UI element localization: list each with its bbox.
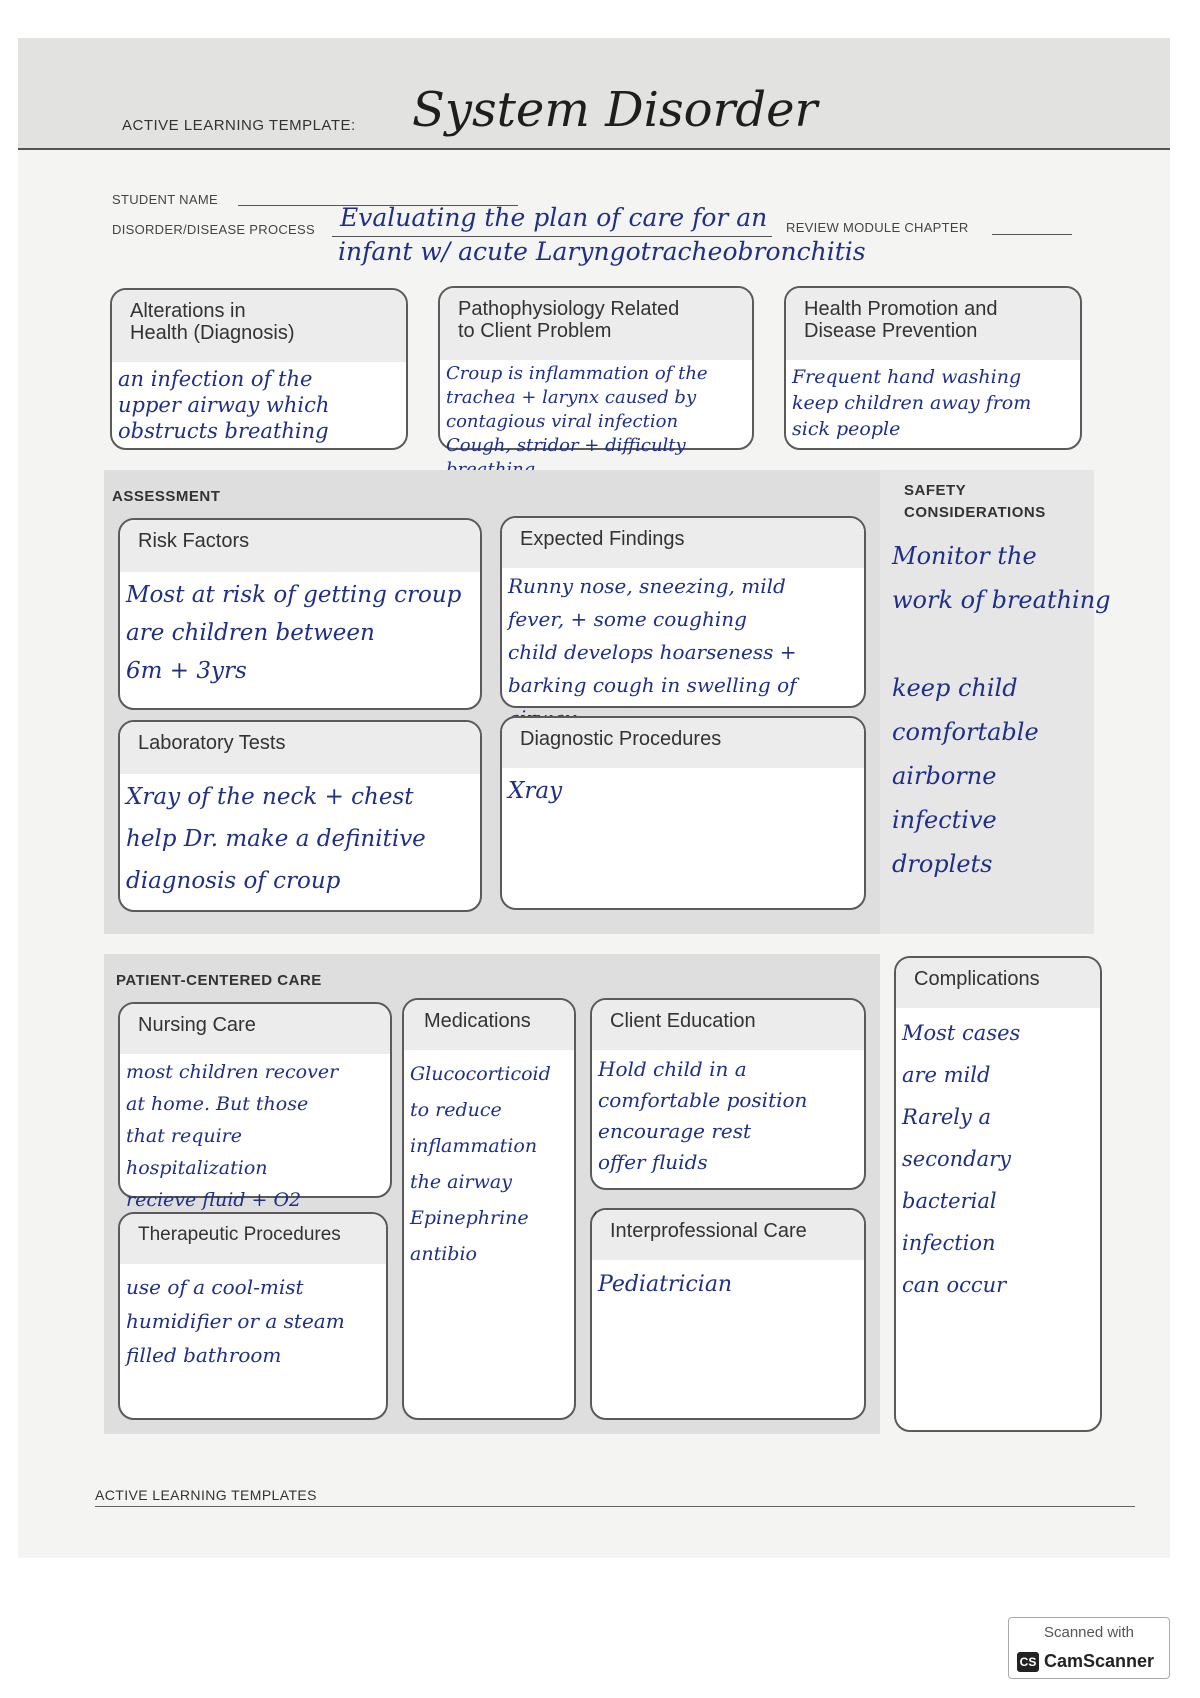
safety-title: SAFETY CONSIDERATIONS: [904, 482, 1046, 521]
health-promotion-title: Health Promotion and Disease Prevention: [786, 288, 1080, 360]
patient-centered-care-title: PATIENT-CENTERED CARE: [116, 972, 322, 989]
safety-text[interactable]: Monitor the work of breathing keep child comfortable airborne infective droplets: [892, 542, 1111, 878]
diagnostic-procedures-box[interactable]: [500, 716, 866, 910]
camscanner-watermark: [1008, 1617, 1170, 1679]
therapeutic-procedures-text[interactable]: use of a cool-mist humidifier or a steam filled bathroom: [126, 1275, 345, 1367]
laboratory-tests-text[interactable]: Xray of the neck + chest help Dr. make a definitive diagnosis of croup: [126, 784, 426, 894]
review-module-line: [992, 234, 1072, 235]
client-education-text[interactable]: Hold child in a comfortable position encourage rest offer fluids: [598, 1057, 808, 1174]
disorder-value-line1[interactable]: Evaluating the plan of care for an: [340, 203, 768, 232]
complications-box[interactable]: [894, 956, 1102, 1432]
laboratory-tests-box[interactable]: [118, 720, 482, 912]
watermark-brand: CamScanner: [1044, 1651, 1155, 1671]
disorder-label: DISORDER/DISEASE PROCESS: [112, 222, 315, 237]
risk-factors-text[interactable]: Most at risk of getting croup are children between 6m + 3yrs: [126, 582, 462, 684]
health-promotion-box[interactable]: [784, 286, 1082, 450]
interprofessional-care-title: Interprofessional Care: [592, 1210, 864, 1260]
disorder-value-line2[interactable]: infant w/ acute Laryngotracheobronchitis: [338, 237, 866, 266]
alterations-text[interactable]: an infection of the upper airway which obstructs breathing: [118, 367, 330, 443]
risk-factors-title: Risk Factors: [120, 520, 480, 572]
expected-findings-box[interactable]: [500, 516, 866, 708]
complications-text[interactable]: Most cases are mild Rarely a secondary bacterial infection can occur: [902, 1021, 1021, 1297]
template-kicker: ACTIVE LEARNING TEMPLATE:: [122, 117, 356, 134]
medications-title: Medications: [404, 1000, 574, 1050]
complications-title: Complications: [896, 958, 1100, 1008]
pathophysiology-text[interactable]: Croup is inflammation of the trachea + larynx caused by contagious viral infection Cough, stridor + difficulty: [446, 363, 708, 456]
nursing-care-text[interactable]: most children recover at home. But those that require hospitalization recieve fluid + O2: [126, 1061, 339, 1211]
footer-label: ACTIVE LEARNING TEMPLATES: [95, 1487, 317, 1503]
interprofessional-care-text[interactable]: Pediatrician: [598, 1272, 733, 1297]
assessment-title: ASSESSMENT: [112, 488, 221, 505]
nursing-care-box[interactable]: [118, 1002, 392, 1211]
watermark-top-text: Scanned with: [1043, 1624, 1135, 1641]
laboratory-tests-title: Laboratory Tests: [120, 722, 480, 774]
review-module-label: REVIEW MODULE CHAPTER: [786, 220, 969, 235]
header-rule: [18, 148, 1170, 150]
template-title: System Disorder: [412, 82, 818, 138]
footer-rule: [95, 1506, 1135, 1507]
alterations-title: Alterations in Health (Diagnosis): [112, 290, 406, 362]
diagnostic-procedures-title: Diagnostic Procedures: [502, 718, 864, 768]
nursing-care-title: Nursing Care: [120, 1004, 390, 1054]
expected-findings-text[interactable]: Runny nose, sneezing, mild fever, + some coughing child develops hoarseness + barking cough in swelling of: [508, 574, 797, 697]
medications-text[interactable]: Glucocorticoid to reduce inflammation the airway Epinephrine antibio: [410, 1063, 551, 1265]
diagnostic-procedures-text[interactable]: Xray: [508, 778, 563, 804]
pathophysiology-box[interactable]: [438, 286, 754, 456]
health-promotion-text[interactable]: Frequent hand washing keep children away from sick people: [792, 366, 1032, 440]
therapeutic-procedures-box[interactable]: [118, 1212, 388, 1420]
pathophysiology-title: Pathophysiology Related to Client Problem: [440, 288, 752, 360]
expected-findings-title: Expected Findings: [502, 518, 864, 568]
therapeutic-procedures-title: Therapeutic Procedures: [120, 1214, 386, 1264]
camscanner-logo-icon: CS: [1017, 1652, 1039, 1672]
student-name-label: STUDENT NAME: [112, 192, 218, 207]
risk-factors-box[interactable]: [118, 518, 482, 710]
client-education-box[interactable]: [590, 998, 866, 1190]
client-education-title: Client Education: [592, 1000, 864, 1050]
medications-box[interactable]: [402, 998, 576, 1420]
alterations-box[interactable]: [110, 288, 408, 450]
interprofessional-care-box[interactable]: [590, 1208, 866, 1420]
